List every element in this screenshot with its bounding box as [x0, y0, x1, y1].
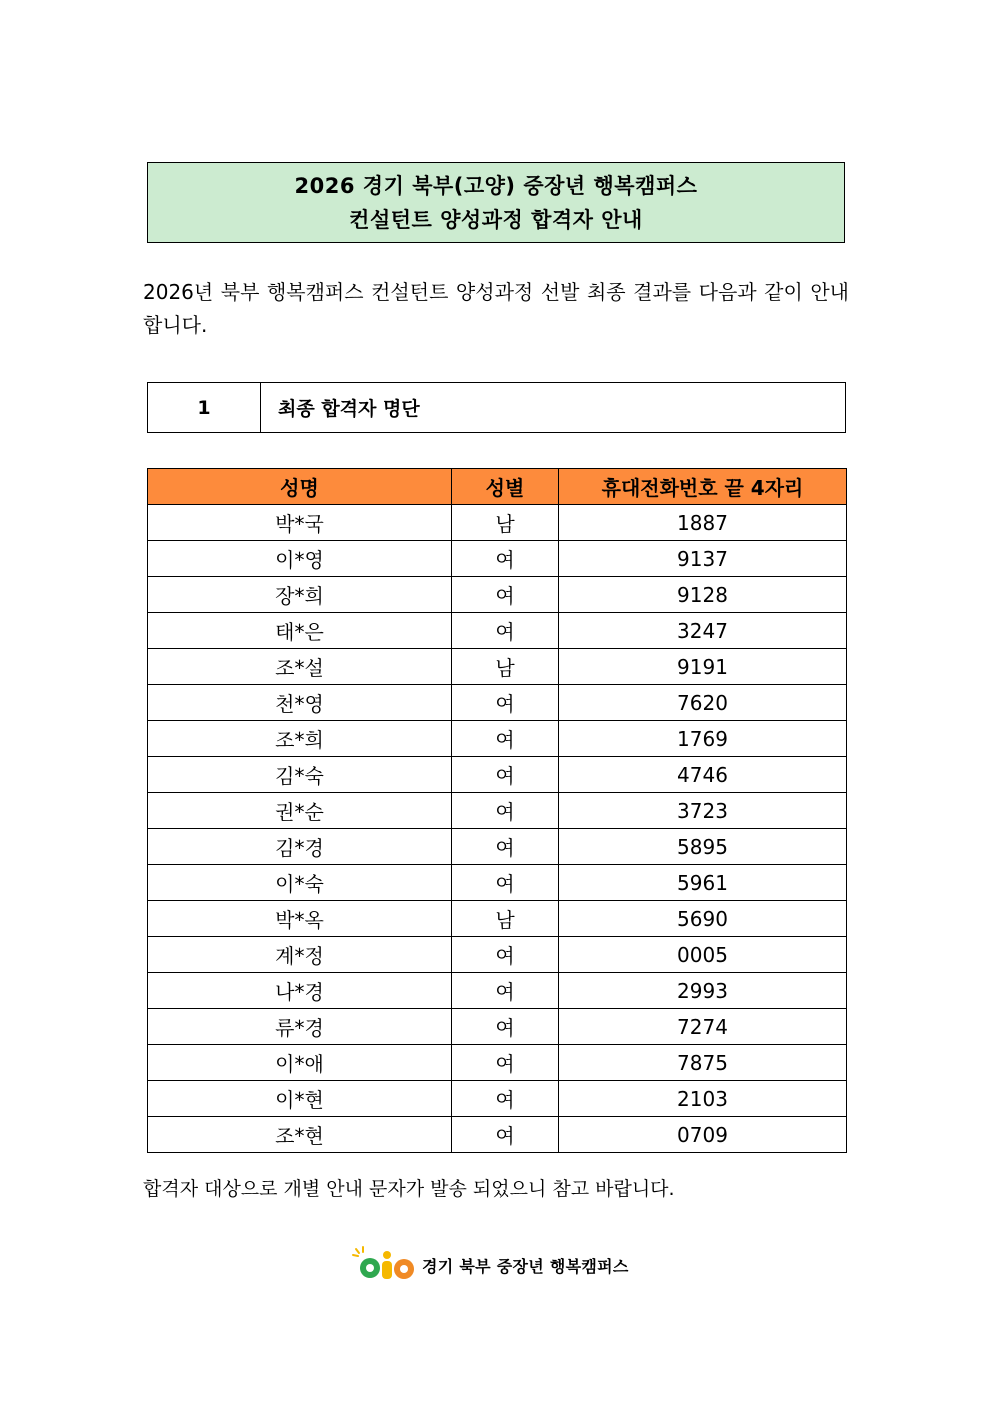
gender-cell: 여 — [452, 1117, 559, 1153]
phone-cell: 9191 — [559, 649, 847, 685]
phone-cell: 7620 — [559, 685, 847, 721]
name-cell: 이*애 — [148, 1045, 452, 1081]
table-row — [148, 541, 847, 577]
table-row — [148, 613, 847, 649]
name-cell: 이*숙 — [148, 865, 452, 901]
gender-cell: 여 — [452, 757, 559, 793]
gender-cell: 여 — [452, 793, 559, 829]
table-row — [148, 865, 847, 901]
phone-cell: 3247 — [559, 613, 847, 649]
name-cell: 조*희 — [148, 721, 452, 757]
name-cell: 태*은 — [148, 613, 452, 649]
name-cell: 이*영 — [148, 541, 452, 577]
name-cell: 김*경 — [148, 829, 452, 865]
phone-cell: 9128 — [559, 577, 847, 613]
table-row — [148, 649, 847, 685]
name-cell: 계*정 — [148, 937, 452, 973]
name-cell: 이*현 — [148, 1081, 452, 1117]
gender-cell: 여 — [452, 973, 559, 1009]
phone-cell: 0005 — [559, 937, 847, 973]
gender-cell: 여 — [452, 937, 559, 973]
phone-cell: 7274 — [559, 1009, 847, 1045]
gender-cell: 여 — [452, 1009, 559, 1045]
table-row — [148, 1009, 847, 1045]
phone-cell: 2993 — [559, 973, 847, 1009]
table-row — [148, 505, 847, 541]
gender-cell: 여 — [452, 721, 559, 757]
gender-cell: 남 — [452, 901, 559, 937]
name-cell: 류*경 — [148, 1009, 452, 1045]
gender-cell: 여 — [452, 1045, 559, 1081]
gender-cell: 여 — [452, 685, 559, 721]
table-row — [148, 793, 847, 829]
phone-cell: 5690 — [559, 901, 847, 937]
name-cell: 조*설 — [148, 649, 452, 685]
campus-logo — [350, 1245, 629, 1285]
passer-table — [147, 468, 847, 1153]
name-cell: 장*희 — [148, 577, 452, 613]
name-cell: 나*경 — [148, 973, 452, 1009]
phone-cell: 9137 — [559, 541, 847, 577]
gender-cell: 여 — [452, 1081, 559, 1117]
table-header-row — [148, 469, 847, 505]
phone-cell: 7875 — [559, 1045, 847, 1081]
header-name: 성명 — [148, 469, 452, 505]
campus-logo-icon — [350, 1245, 416, 1285]
table-body — [148, 505, 847, 1153]
name-cell: 박*국 — [148, 505, 452, 541]
gender-cell: 남 — [452, 649, 559, 685]
table-row — [148, 685, 847, 721]
section-number: 1 — [148, 383, 261, 432]
gender-cell: 여 — [452, 577, 559, 613]
title-banner — [147, 162, 845, 243]
name-cell: 권*순 — [148, 793, 452, 829]
header-phone: 휴대전화번호 끝 4자리 — [559, 469, 847, 505]
name-cell: 천*영 — [148, 685, 452, 721]
table-row — [148, 829, 847, 865]
phone-cell: 0709 — [559, 1117, 847, 1153]
name-cell: 김*숙 — [148, 757, 452, 793]
phone-cell: 5961 — [559, 865, 847, 901]
section-title: 최종 합격자 명단 — [278, 398, 420, 420]
phone-cell: 1769 — [559, 721, 847, 757]
header-gender: 성별 — [452, 469, 559, 505]
name-cell: 박*옥 — [148, 901, 452, 937]
table-row — [148, 721, 847, 757]
gender-cell: 여 — [452, 865, 559, 901]
footer-note: 합격자 대상으로 개별 안내 문자가 발송 되었으니 참고 바랍니다. — [143, 1178, 675, 1200]
gender-cell: 여 — [452, 829, 559, 865]
table-row — [148, 973, 847, 1009]
phone-cell: 2103 — [559, 1081, 847, 1117]
intro-paragraph: 2026년 북부 행복캠퍼스 컨설턴트 양성과정 선발 최종 결과를 다음과 같이 안내합니다. — [143, 280, 849, 337]
logo-text: 경기 북부 중장년 행복캠퍼스 — [422, 1256, 629, 1276]
table-row — [148, 901, 847, 937]
gender-cell: 남 — [452, 505, 559, 541]
gender-cell: 여 — [452, 541, 559, 577]
phone-cell: 5895 — [559, 829, 847, 865]
table-row — [148, 577, 847, 613]
phone-cell: 1887 — [559, 505, 847, 541]
table-row — [148, 937, 847, 973]
table-row — [148, 1045, 847, 1081]
table-row — [148, 1117, 847, 1153]
phone-cell: 4746 — [559, 757, 847, 793]
title-line-1: 2026 경기 북부(고양) 중장년 행복캠퍼스 — [294, 173, 698, 198]
name-cell: 조*현 — [148, 1117, 452, 1153]
table-row — [148, 757, 847, 793]
section-heading — [147, 382, 846, 433]
table-row — [148, 1081, 847, 1117]
gender-cell: 여 — [452, 613, 559, 649]
phone-cell: 3723 — [559, 793, 847, 829]
title-line-2: 컨설턴트 양성과정 합격자 안내 — [349, 207, 643, 232]
